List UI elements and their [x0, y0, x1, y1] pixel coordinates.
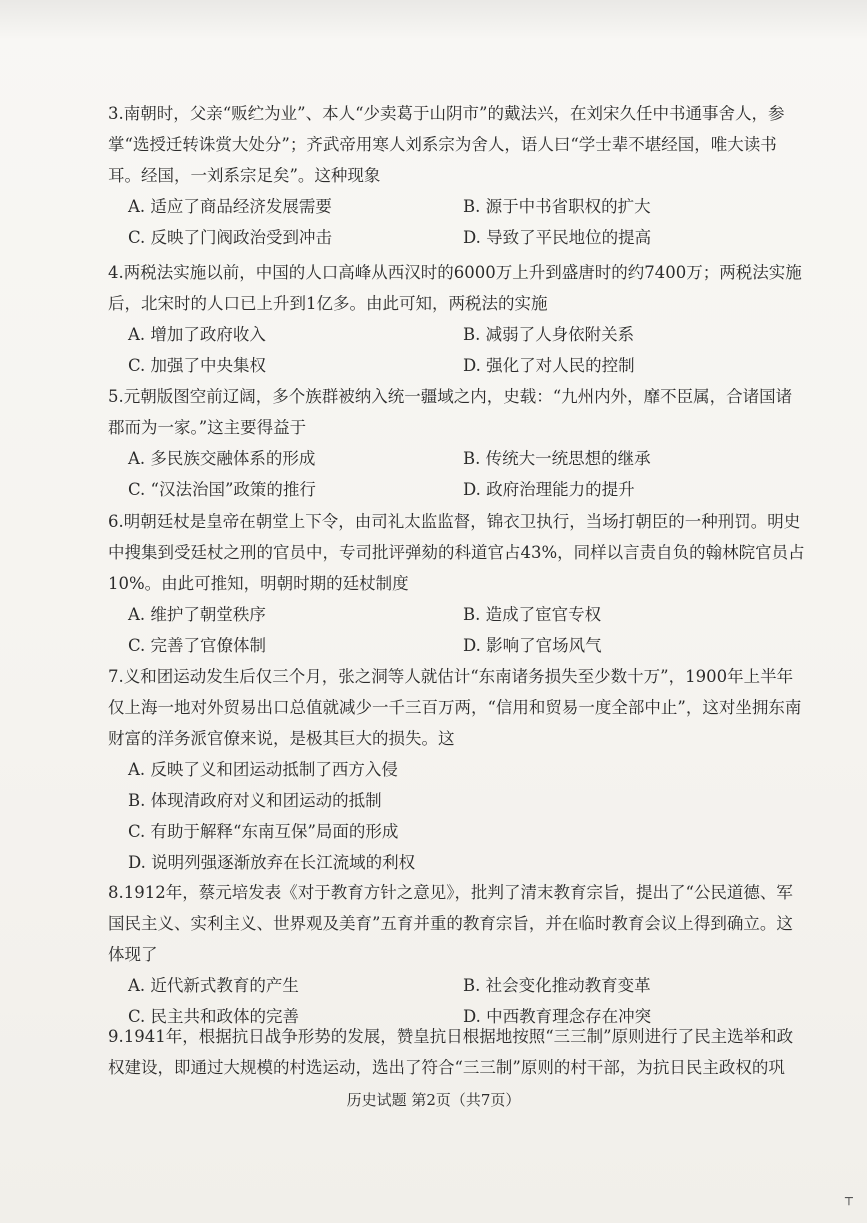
- option-d: D. 说明列强逐渐放弃在长江流域的利权: [128, 853, 416, 872]
- question-stem: 9.1941年，根据抗日战争形势的发展，赞皇抗日根据地按照“三三制”原则进行了民主选举和政权建设，即通过大规模的村选运动，选出了符合“三三制”原则的村干部，为抗日民主政权的巩: [108, 1027, 794, 1077]
- options: [108, 443, 808, 505]
- option-c: C. 民主共和政体的完善: [128, 1007, 300, 1026]
- question-8: [108, 877, 808, 1032]
- question-stem: 8.1912年，蔡元培发表《对于教育方针之意见》，批判了清末教育宗旨，提出了“公民道德、军国民主义、实利主义、世界观及美育”五育并重的教育宗旨，并在临时教育会议上得到确立。这体现了: [108, 883, 793, 964]
- options: [108, 191, 808, 253]
- option-c: C. “汉法治国”政策的推行: [128, 480, 316, 499]
- question-stem: 6.明朝廷杖是皇帝在朝堂上下令，由司礼太监监督，锦衣卫执行，当场打朝臣的一种刑罚。明史中搜集到受廷杖之刑的官员中，专司批评弹劾的科道官占43%，同样以言责自负的翰林院官员占10%。由此可推知，明朝时期的廷杖制度: [108, 512, 805, 593]
- option-a: A. 适应了商品经济发展需要: [128, 197, 332, 216]
- options: [108, 599, 808, 661]
- option-b: B. 造成了宦官专权: [463, 605, 602, 624]
- option-d: D. 中西教育理念存在冲突: [463, 1007, 652, 1026]
- option-b: B. 减弱了人身依附关系: [463, 325, 635, 344]
- option-a: A. 维护了朝堂秩序: [128, 605, 266, 624]
- option-a: A. 近代新式教育的产生: [128, 976, 299, 995]
- option-d: D. 强化了对人民的控制: [463, 356, 635, 375]
- corner-mark-icon: ┬: [845, 1191, 853, 1206]
- option-c: C. 完善了官僚体制: [128, 636, 267, 655]
- option-d: D. 政府治理能力的提升: [463, 480, 635, 499]
- option-b: B. 体现清政府对义和团运动的抵制: [128, 791, 382, 810]
- options: [108, 319, 808, 381]
- question-5: [108, 381, 808, 505]
- question-9: [108, 1021, 808, 1083]
- option-b: B. 传统大一统思想的继承: [463, 449, 651, 468]
- option-b: B. 源于中书省职权的扩大: [463, 197, 651, 216]
- option-a: A. 多民族交融体系的形成: [128, 449, 316, 468]
- question-stem: 3.南朝时，父亲“贩纻为业”、本人“少卖葛于山阴市”的戴法兴，在刘宋久任中书通事舍人，参掌“选授迁转诛赏大处分”；齐武帝用寒人刘系宗为舍人，语人曰“学士辈不堪经国，唯大读书耳。经国，一刘系宗足矣”。这种现象: [108, 104, 785, 185]
- page-footer: 历史试题 第2页（共7页）: [346, 1091, 521, 1109]
- question-stem: 7.义和团运动发生后仅三个月，张之洞等人就估计“东南诸务损失至少数十万”，1900年上半年仅上海一地对外贸易出口总值就减少一千三百万两，“信用和贸易一度全部中止”，这对坐拥东南财富的洋务派官僚来说，是极其巨大的损失。这: [108, 667, 802, 748]
- scan-shadow: [0, 0, 867, 40]
- question-7: [108, 661, 808, 878]
- option-c: C. 有助于解释“东南互保”局面的形成: [128, 822, 399, 841]
- option-a: A. 增加了政府收入: [128, 325, 266, 344]
- option-a: A. 反映了义和团运动抵制了西方入侵: [128, 760, 398, 779]
- option-d: D. 导致了平民地位的提高: [463, 228, 652, 247]
- question-stem: 5.元朝版图空前辽阔，多个族群被纳入统一疆域之内，史载：“九州内外，靡不臣属，合诸国诸郡而为一家。”这主要得益于: [108, 387, 793, 437]
- option-c: C. 加强了中央集权: [128, 356, 267, 375]
- options: [108, 754, 808, 878]
- option-c: C. 反映了门阀政治受到冲击: [128, 228, 333, 247]
- option-b: B. 社会变化推动教育变革: [463, 976, 651, 995]
- question-4: [108, 257, 808, 381]
- question-6: [108, 506, 808, 661]
- question-3: [108, 98, 808, 253]
- question-stem: 4.两税法实施以前，中国的人口高峰从西汉时的6000万上升到盛唐时的约7400万；两税法实施后，北宋时的人口已上升到1亿多。由此可知，两税法的实施: [108, 263, 802, 313]
- option-d: D. 影响了官场风气: [463, 636, 602, 655]
